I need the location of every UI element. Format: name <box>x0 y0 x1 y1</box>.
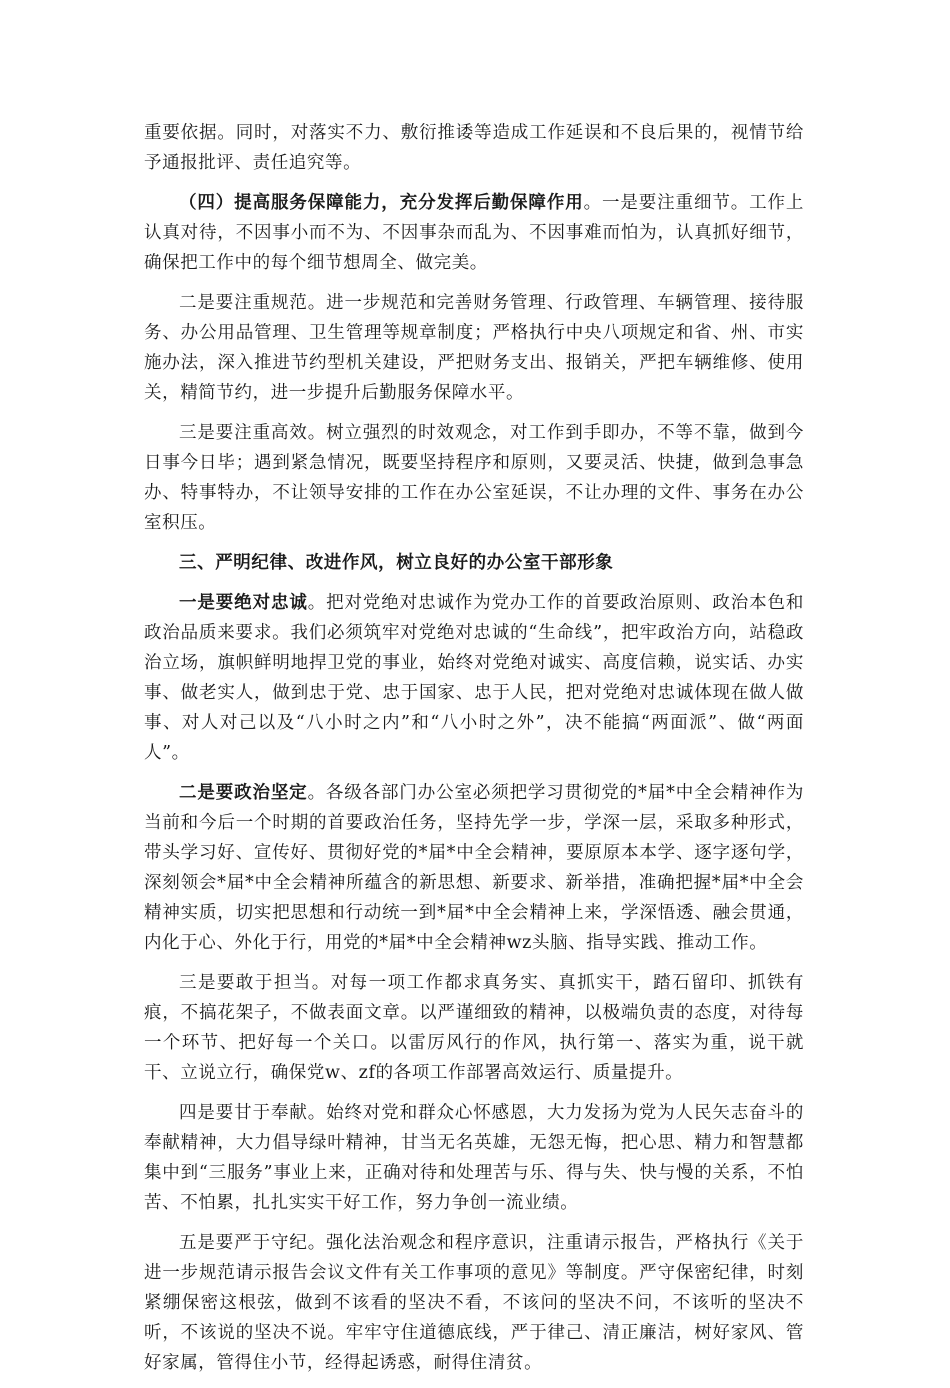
document-page <box>144 118 804 1388</box>
paragraph-political-firmness <box>144 778 804 958</box>
paragraph-continuation: 重要依据。同时，对落实不力、敷衍推诿等造成工作延误和不良后果的，视情节给予通报批评、责任追究等。 <box>144 123 804 173</box>
paragraph-efficiency: 三是要注重高效。树立强烈的时效观念，对工作到手即办，不等不靠，做到今日事今日毕；遇到紧急情况，既要坚持程序和原则，又要灵活、快捷，做到急事急办、特事特办，不让领导安排的工作在办公室延误，不让办理的文件、事务在办公室积压。 <box>144 423 804 533</box>
paragraph-dedication: 四是要甘于奉献。始终对党和群众心怀感恩，大力发扬为党为人民矢志奋斗的奉献精神，大力倡导绿叶精神，甘当无名英雄，无怨无悔，把心思、精力和智慧都集中到“三服务”事业上来，正确对待和处理苦与乐、得与失、快与慢的关系，不怕苦、不怕累，扎扎实实干好工作，努力争创一流业绩。 <box>144 1103 804 1213</box>
paragraph-text: 。各级各部门办公室必须把学习贯彻党的*届*中全会精神作为当前和今后一个时期的首要政治任务，坚持先学一步，学深一层，采取多种形式，带头学习好、宣传好、贯彻好党的*届*中全会精神，要原原本本学、逐字逐句学，深刻领会*届*中全会精神所蕴含的新思想、新要求、新举措，准确把握*届*中全会精神实质，切实把思想和行动统一到*届*中全会精神上来，学深悟透、融会贯通，内化于心、外化于行，用党的*届*中全会精神wz头脑、指导实践、推动工作。 <box>144 783 804 953</box>
political-lead: 二是要政治坚定 <box>179 783 308 803</box>
section-4-heading: （四）提高服务保障能力，充分发挥后勤保障作用 <box>179 193 584 213</box>
paragraph-loyalty <box>144 588 804 768</box>
paragraph-text: 。一是要注重细节。工作上认真对待，不因事小而不为、不因事杂而乱为、不因事难而怕为，认真抓好细节，确保把工作中的每个细节想周全、做完美。 <box>144 193 804 273</box>
paragraph-service-guarantee <box>144 188 804 278</box>
paragraph-responsibility: 三是要敢于担当。对每一项工作都求真务实、真抓实干，踏石留印、抓铁有痕，不搞花架子，不做表面文章。以严谨细致的精神，以极端负责的态度，对待每一个环节、把好每一个关口。以雷厉风行的作风，执行第一、落实为重，说干就干、立说立行，确保党w、zf的各项工作部署高效运行、质量提升。 <box>144 973 804 1083</box>
paragraph-standardization: 二是要注重规范。进一步规范和完善财务管理、行政管理、车辆管理、接待服务、办公用品管理、卫生管理等规章制度；严格执行中央八项规定和省、州、市实施办法，深入推进节约型机关建设，严把财务支出、报销关，严把车辆维修、使用关，精简节约，进一步提升后勤服务保障水平。 <box>144 293 804 403</box>
loyalty-lead: 一是要绝对忠诚 <box>179 593 308 613</box>
paragraph-text: 。把对党绝对忠诚作为党办工作的首要政治原则、政治本色和政治品质来要求。我们必须筑牢对党绝对忠诚的“生命线”，把牢政治方向，站稳政治立场，旗帜鲜明地捍卫党的事业，始终对党绝对诚实、高度信赖，说实话、办实事、做老实人，做到忠于党、忠于国家、忠于人民，把对党绝对忠诚体现在做人做事、对人对己以及“八小时之内”和“八小时之外”，决不能搞“两面派”、做“两面人”。 <box>144 593 804 763</box>
paragraph-discipline: 五是要严于守纪。强化法治观念和程序意识，注重请示报告，严格执行《关于进一步规范请示报告会议文件有关工作事项的意见》等制度。严守保密纪律，时刻紧绷保密这根弦，做到不该看的坚决不看，不该问的坚决不问，不该听的坚决不听，不该说的坚决不说。牢牢守住道德底线，严于律己、清正廉洁，树好家风、管好家属，管得住小节，经得起诱惑，耐得住清贫。 <box>144 1233 804 1373</box>
section-3-heading: 三、严明纪律、改进作风，树立良好的办公室干部形象 <box>179 553 614 573</box>
